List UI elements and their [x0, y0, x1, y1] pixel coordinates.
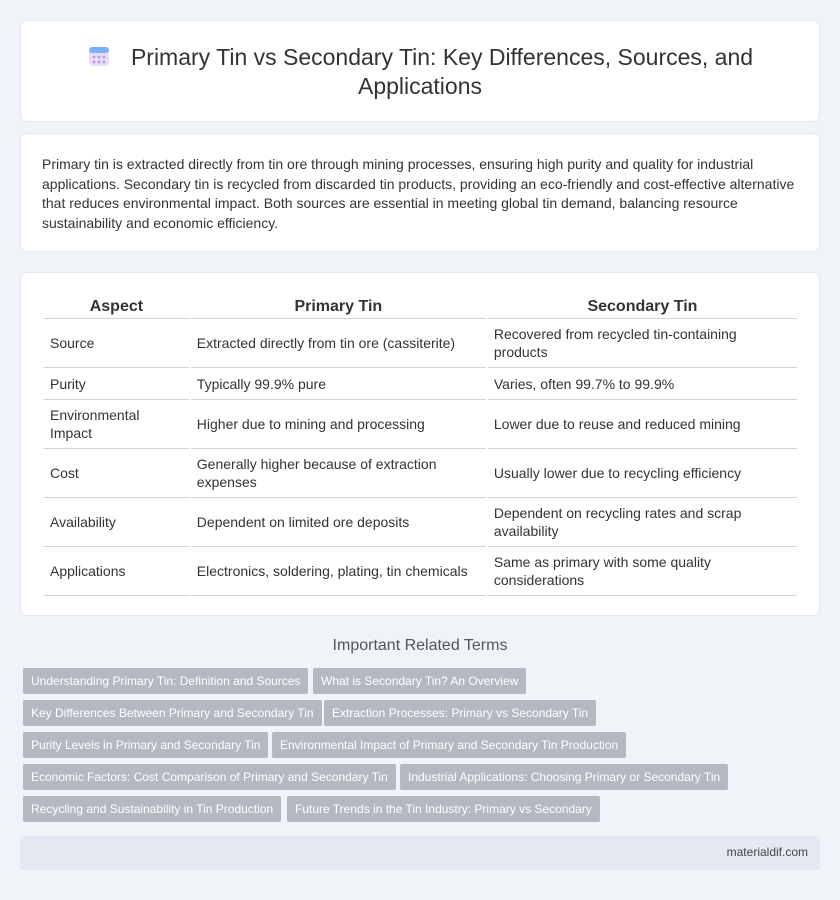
- table-cell-primary: Generally higher because of extraction expenses: [191, 449, 486, 498]
- table-cell-primary: Dependent on limited ore deposits: [191, 498, 486, 547]
- table-cell-secondary: Varies, often 99.7% to 99.9%: [488, 368, 797, 400]
- header-card: [20, 20, 820, 122]
- related-term-tag[interactable]: Understanding Primary Tin: Definition and Sources: [23, 668, 308, 694]
- calendar-icon: [87, 44, 111, 68]
- page-title: Primary Tin vs Secondary Tin: Key Differences, Sources, and Applications: [130, 44, 754, 99]
- table-row: [44, 449, 797, 498]
- table-cell-secondary: Recovered from recycled tin-containing products: [488, 319, 797, 368]
- table-row: [44, 498, 797, 547]
- intro-card: [20, 133, 820, 252]
- table-cell-primary: Typically 99.9% pure: [191, 368, 486, 400]
- column-header-primary-tin: Primary Tin: [191, 293, 486, 319]
- table-cell-secondary: Same as primary with some quality considerations: [488, 547, 797, 596]
- table-cell-aspect: Purity: [44, 368, 189, 400]
- table-cell-primary: Extracted directly from tin ore (cassiterite): [191, 319, 486, 368]
- related-term-tag[interactable]: Industrial Applications: Choosing Primary or Secondary Tin: [400, 764, 728, 790]
- column-header-secondary-tin: Secondary Tin: [488, 293, 797, 319]
- table-cell-primary: Higher due to mining and processing: [191, 400, 486, 449]
- related-term-tag[interactable]: Future Trends in the Tin Industry: Primary vs Secondary: [287, 796, 600, 822]
- table-cell-primary: Electronics, soldering, plating, tin chemicals: [191, 547, 486, 596]
- related-term-tag[interactable]: Environmental Impact of Primary and Secondary Tin Production: [272, 732, 626, 758]
- table-row: [44, 547, 797, 596]
- comparison-table-card: [20, 272, 820, 616]
- related-term-tag[interactable]: Economic Factors: Cost Comparison of Primary and Secondary Tin: [23, 764, 396, 790]
- related-term-tag[interactable]: What is Secondary Tin? An Overview: [313, 668, 526, 694]
- table-cell-aspect: Applications: [44, 547, 189, 596]
- table-row: [44, 400, 797, 449]
- table-cell-aspect: Source: [44, 319, 189, 368]
- table-row: [44, 319, 797, 368]
- intro-paragraph: Primary tin is extracted directly from tin ore through mining processes, ensuring high purity and quality for industrial applications. Secondary tin is recycled from discarded tin products, providing an eco-friendly and cost-effective alternative that reduces environmental impact. Both sources are essential in meeting global tin demand, balancing resource sustainability and economic efficiency.: [42, 156, 795, 231]
- related-term-tag[interactable]: Extraction Processes: Primary vs Secondary Tin: [324, 700, 596, 726]
- column-header-aspect: Aspect: [44, 293, 189, 319]
- table-header-row: [44, 293, 797, 319]
- page-title-container: [21, 43, 819, 101]
- table-cell-secondary: Lower due to reuse and reduced mining: [488, 400, 797, 449]
- table-cell-secondary: Usually lower due to recycling efficiency: [488, 449, 797, 498]
- table-cell-secondary: Dependent on recycling rates and scrap availability: [488, 498, 797, 547]
- table-cell-aspect: Cost: [44, 449, 189, 498]
- footer: [20, 836, 820, 870]
- table-cell-aspect: Environmental Impact: [44, 400, 189, 449]
- related-term-tag[interactable]: Recycling and Sustainability in Tin Production: [23, 796, 281, 822]
- related-term-tag[interactable]: Purity Levels in Primary and Secondary Tin: [23, 732, 268, 758]
- related-terms-heading: Important Related Terms: [332, 637, 508, 654]
- table-row: [44, 368, 797, 400]
- table-cell-aspect: Availability: [44, 498, 189, 547]
- related-term-tag[interactable]: Key Differences Between Primary and Secondary Tin: [23, 700, 322, 726]
- footer-site-name: materialdif.com: [726, 845, 808, 859]
- comparison-table: [42, 293, 799, 596]
